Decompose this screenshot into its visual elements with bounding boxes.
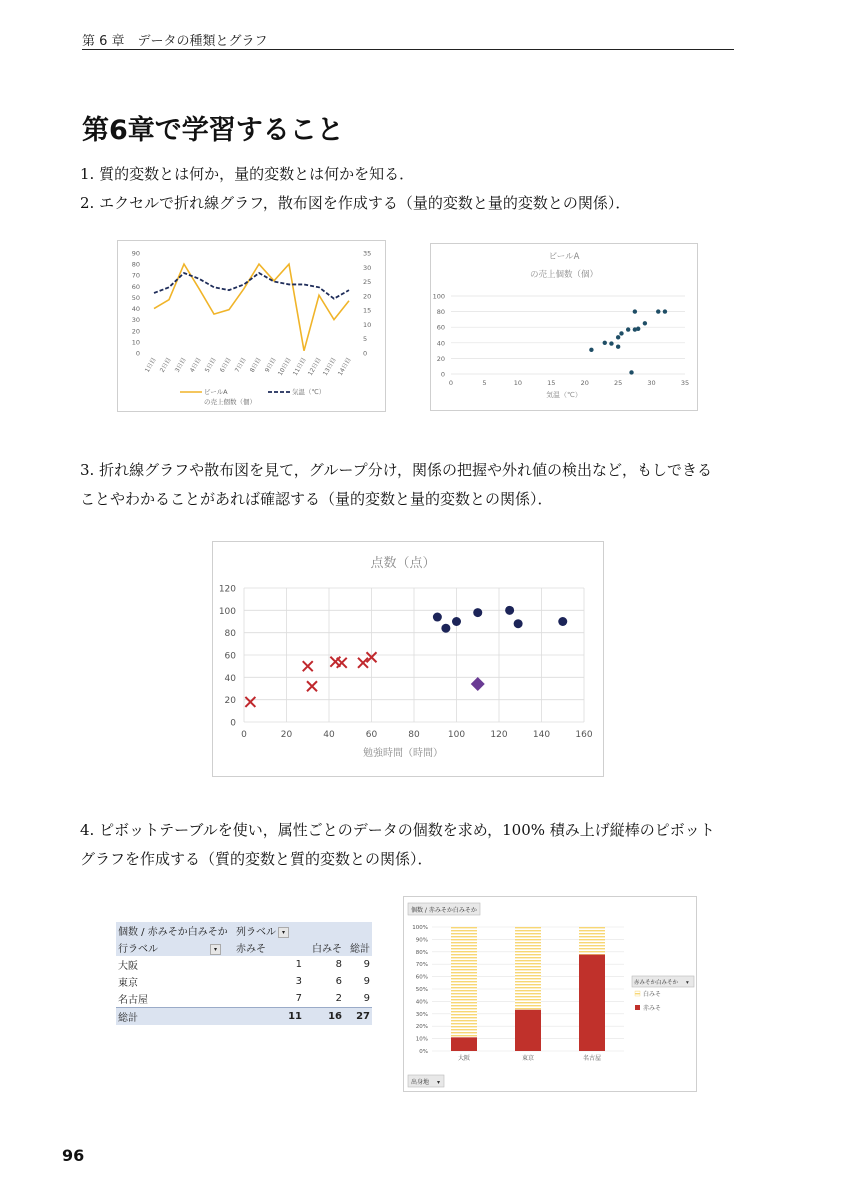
legend-swatch-white: [635, 991, 640, 996]
filter-dropdown-icon[interactable]: ▾: [210, 944, 221, 955]
data-point: [636, 327, 640, 331]
chart-title: 点数（点）: [370, 556, 436, 571]
data-point: [616, 345, 620, 349]
x-tick-label: 5: [482, 379, 487, 387]
x-axis-label: 気温（℃）: [546, 391, 582, 399]
beer-scatter-chart: [431, 244, 697, 410]
x-tick-label: 12日目: [306, 356, 323, 378]
y-right-tick-label: 30: [363, 263, 372, 272]
line-chart: [118, 241, 385, 411]
header-rule: [82, 49, 734, 50]
pivot-header-row-1: [116, 922, 372, 939]
legend-swatch-red: [635, 1005, 640, 1010]
x-tick-label: 7日目: [233, 356, 248, 374]
y-tick-label: 40: [224, 673, 236, 684]
y-tick-label: 60: [436, 323, 445, 332]
y-right-tick-label: 15: [363, 306, 372, 315]
data-point: [633, 309, 637, 313]
y-tick-label: 40%: [415, 999, 428, 1006]
item-3-line1: 3. 折れ線グラフや散布図を見て，グループ分け，関係の把握や外れ値の検出など，もしできる: [80, 461, 712, 479]
chevron-down-icon: ▾: [686, 980, 689, 986]
data-point: [558, 617, 567, 626]
bar-segment: [451, 927, 477, 1037]
x-tick-label: 4日目: [188, 356, 203, 374]
y-tick-label: 40: [436, 339, 445, 348]
data-point: [589, 348, 593, 352]
y-left-tick-label: 30: [131, 316, 140, 325]
y-tick-label: 70%: [415, 962, 428, 969]
pivot-column-labels[interactable]: 列ラベル ▾: [236, 923, 302, 938]
axis-field-button-label: 出身地: [411, 1079, 430, 1086]
x-tick-label: 140: [532, 730, 551, 740]
y-right-tick-label: 0: [363, 349, 368, 358]
table-row[interactable]: 名古屋 7 2 9: [118, 993, 370, 1006]
col-header-red: 赤みそ: [236, 944, 266, 955]
x-tick-label: 11日目: [291, 356, 308, 378]
legend-label-temp: 気温（℃）: [292, 388, 326, 396]
x-tick-label: 2日目: [158, 356, 173, 374]
y-tick-label: 0: [440, 370, 445, 379]
data-point-diamond: [471, 677, 485, 691]
x-tick-label: 13日目: [321, 356, 338, 378]
legend-label-white: 白みそ: [643, 991, 662, 998]
item-4-line1: 4. ピボットテーブルを使い，属性ごとのデータの個数を求め，100% 積み上げ縦棒のピボット: [80, 821, 715, 839]
x-tick-label: 東京: [521, 1055, 535, 1062]
running-header: 第 6 章 データの種類とグラフ: [82, 34, 268, 49]
x-tick-label: 35: [680, 379, 690, 387]
table-row[interactable]: 大阪 1 8 9: [118, 959, 370, 972]
field-button-label: 個数 / 赤みそか白みそか: [411, 907, 477, 914]
filter-dropdown-icon[interactable]: ▾: [278, 927, 289, 938]
x-tick-label: 9日目: [263, 356, 278, 374]
pivot-stacked-bar-chart: [404, 897, 696, 1091]
x-tick-label: 15: [547, 379, 556, 387]
item-1: 1. 質的変数とは何か，量的変数とは何かを知る．: [80, 165, 415, 183]
y-right-tick-label: 25: [363, 278, 372, 287]
pivot-value-field: 個数 / 赤みそか白みそか: [118, 927, 228, 938]
y-tick-label: 100: [218, 606, 236, 617]
y-tick-label: 20: [224, 696, 236, 707]
y-left-tick-label: 10: [131, 338, 140, 347]
y-left-tick-label: 50: [131, 293, 140, 302]
chart-title-2: の売上個数（個）: [529, 270, 599, 280]
y-tick-label: 30%: [415, 1011, 428, 1018]
x-tick-label: 40: [323, 730, 335, 740]
data-point: [433, 613, 442, 622]
data-point: [514, 619, 523, 628]
data-point-x: [358, 658, 368, 668]
x-tick-label: 6日目: [218, 356, 233, 374]
y-tick-label: 80: [224, 629, 236, 640]
x-tick-label: 14日目: [336, 356, 353, 378]
data-point: [643, 321, 647, 325]
chevron-down-icon: ▾: [437, 1079, 441, 1086]
legend-label-beer: ビールA: [204, 388, 228, 396]
x-tick-label: 名古屋: [582, 1055, 602, 1062]
y-tick-label: 80%: [415, 949, 428, 956]
legend-label-beer-2: の売上個数（個）: [204, 398, 256, 406]
x-tick-label: 25: [614, 379, 623, 387]
data-point-x: [307, 681, 317, 691]
x-tick-label: 5日目: [203, 356, 218, 374]
y-tick-label: 20: [436, 354, 445, 363]
y-tick-label: 100: [432, 292, 445, 301]
data-point: [609, 341, 613, 345]
data-point: [505, 606, 514, 615]
data-point: [473, 608, 482, 617]
data-point: [656, 309, 660, 313]
data-point-x: [245, 697, 255, 707]
y-tick-label: 10%: [415, 1036, 428, 1043]
pivot-total-row[interactable]: 総計 11 16 27: [116, 1007, 372, 1025]
line-chart-panel: [117, 240, 386, 412]
x-tick-label: 0: [448, 379, 454, 387]
x-tick-label: 20: [280, 730, 293, 740]
col-header-white: 白みそ: [312, 944, 342, 955]
bar-segment: [579, 927, 605, 955]
pivot-header-row-2: [116, 939, 372, 956]
legend-title: 赤みそか白みそか: [634, 980, 679, 986]
y-tick-label: 90%: [415, 937, 428, 944]
data-point: [619, 331, 623, 335]
pivot-row-labels[interactable]: 行ラベル ▾: [116, 940, 236, 955]
y-tick-label: 60: [224, 651, 236, 662]
bar-segment: [451, 1037, 477, 1051]
y-left-tick-label: 80: [131, 260, 140, 269]
score-scatter-chart: [213, 542, 603, 776]
y-tick-label: 80: [436, 308, 445, 317]
data-point: [663, 309, 667, 313]
page-title: 第6章で学習すること: [82, 115, 344, 146]
x-tick-label: 3日目: [173, 356, 188, 374]
chart-title: ビールA: [548, 252, 580, 262]
beer-scatter-panel: [430, 243, 698, 411]
y-tick-label: 120: [218, 584, 236, 595]
page-number: 96: [62, 1146, 85, 1165]
data-point: [452, 617, 461, 626]
y-tick-label: 0%: [419, 1049, 428, 1055]
score-scatter-panel: [212, 541, 604, 777]
legend-label-red: 赤みそ: [643, 1005, 662, 1012]
x-tick-label: 8日目: [248, 356, 263, 374]
x-tick-label: 大阪: [457, 1055, 471, 1062]
x-tick-label: 160: [575, 730, 593, 740]
x-tick-label: 80: [408, 730, 420, 740]
y-tick-label: 50%: [415, 987, 428, 993]
y-right-tick-label: 10: [363, 320, 372, 329]
x-axis-label: 勉強時間（時間）: [363, 748, 443, 759]
x-tick-label: 10日目: [276, 356, 293, 378]
x-tick-label: 120: [490, 730, 508, 740]
y-tick-label: 20%: [415, 1024, 428, 1031]
y-tick-label: 60%: [415, 974, 428, 981]
x-tick-label: 1日目: [143, 356, 158, 374]
x-tick-label: 20: [580, 379, 589, 387]
data-point: [629, 370, 633, 374]
col-header-total: 総計: [350, 944, 370, 955]
data-point: [626, 327, 630, 331]
y-right-tick-label: 35: [363, 249, 372, 258]
y-tick-label: 0: [230, 718, 236, 729]
x-tick-label: 100: [447, 730, 466, 740]
bar-segment: [515, 1010, 541, 1051]
y-tick-label: 100%: [412, 925, 428, 931]
item-4-line2: グラフを作成する（質的変数と質的変数との関係）．: [80, 850, 433, 868]
table-row[interactable]: 東京 3 6 9: [118, 976, 370, 989]
x-tick-label: 10: [513, 379, 522, 387]
series-line: [154, 264, 349, 351]
item-2: 2. エクセルで折れ線グラフ，散布図を作成する（量的変数と量的変数との関係）．: [80, 194, 631, 212]
x-tick-label: 30: [647, 379, 656, 387]
y-right-tick-label: 5: [363, 335, 368, 344]
item-3-line2: ことやわかることがあれば確認する（量的変数と量的変数との関係）．: [80, 490, 553, 508]
y-left-tick-label: 20: [131, 327, 140, 336]
y-left-tick-label: 40: [131, 305, 140, 314]
bar-segment: [579, 955, 605, 1051]
y-left-tick-label: 90: [131, 249, 140, 258]
data-point: [603, 341, 607, 345]
pivot-chart-panel: [403, 896, 697, 1092]
x-tick-label: 0: [241, 730, 247, 740]
x-tick-label: 60: [365, 730, 378, 740]
bar-segment: [515, 927, 541, 1010]
data-point: [616, 335, 620, 339]
data-point: [441, 624, 450, 633]
y-left-tick-label: 60: [131, 282, 140, 291]
data-point-x: [303, 661, 313, 671]
y-right-tick-label: 20: [363, 292, 372, 301]
y-left-tick-label: 0: [135, 349, 140, 358]
y-left-tick-label: 70: [131, 271, 140, 280]
data-point-x: [337, 658, 347, 668]
pivot-table: [116, 922, 372, 1025]
